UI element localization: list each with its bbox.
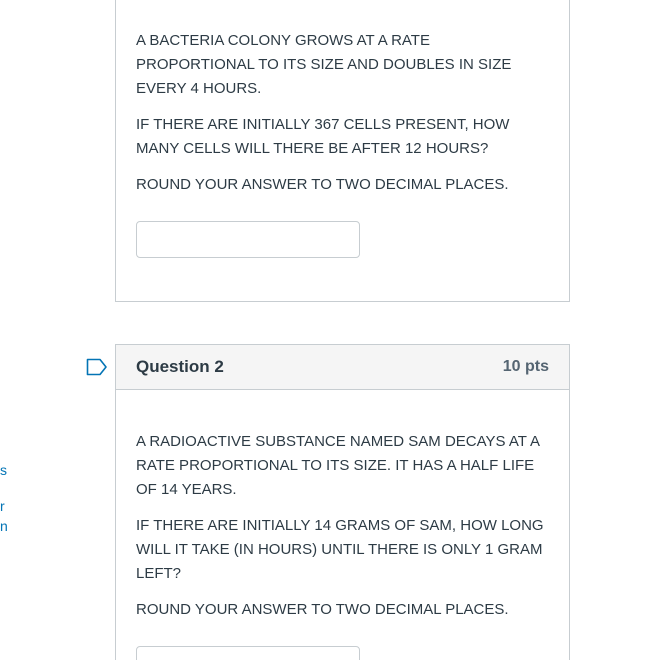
question-card-1	[115, 0, 570, 302]
question-body	[116, 390, 569, 660]
question-points: 10 pts	[502, 358, 549, 375]
question-text: A RADIOACTIVE SUBSTANCE NAMED SAM DECAYS AT A RATE PROPORTIONAL TO ITS SIZE. IT HAS A HALF LIFE OF 14 YEARS.	[136, 433, 540, 498]
answer-input[interactable]	[136, 221, 360, 258]
question-card-2	[115, 344, 570, 660]
question-text: IF THERE ARE INITIALLY 14 GRAMS OF SAM, HOW LONG WILL IT TAKE (IN HOURS) UNTIL THERE IS ONLY 1 GRAM LEFT?	[136, 517, 544, 582]
sidebar-link-fragment[interactable]: r	[0, 498, 5, 514]
question-title: Question 2	[136, 357, 224, 376]
question-body	[116, 0, 569, 258]
question-text: ROUND YOUR ANSWER TO TWO DECIMAL PLACES.	[136, 601, 509, 618]
answer-input[interactable]	[136, 646, 360, 660]
sidebar-link-fragment[interactable]: n	[0, 518, 8, 534]
flag-icon[interactable]	[86, 358, 108, 376]
question-text: ROUND YOUR ANSWER TO TWO DECIMAL PLACES.	[136, 176, 509, 193]
question-header	[116, 345, 569, 390]
question-text: IF THERE ARE INITIALLY 367 CELLS PRESENT, HOW MANY CELLS WILL THERE BE AFTER 12 HOURS?	[136, 116, 510, 157]
sidebar-link-fragment[interactable]: s	[0, 462, 7, 478]
question-text: A BACTERIA COLONY GROWS AT A RATE PROPORTIONAL TO ITS SIZE AND DOUBLES IN SIZE EVERY 4 HOURS.	[136, 32, 512, 97]
